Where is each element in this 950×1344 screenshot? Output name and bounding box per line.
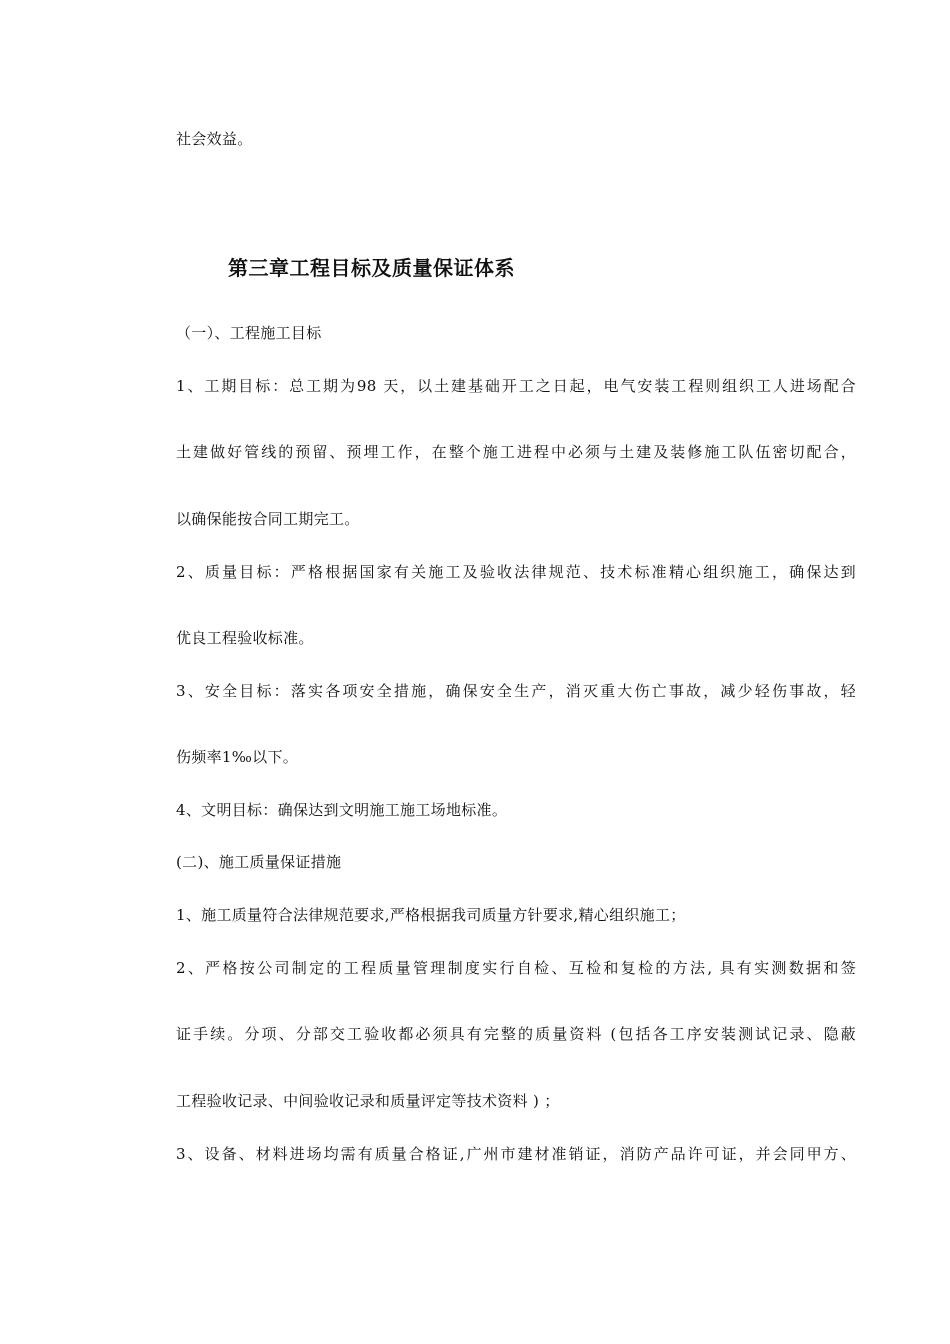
goal-schedule-line-2: 土建做好管线的预留、预埋工作，在整个施工进程中必须与土建及装修施工队伍密切配合， [176,443,856,461]
goal-quality-line-2: 优良工程验收标准。 [176,629,314,647]
section-heading-goals: （一）、工程施工目标 [176,324,322,342]
measure-1-line: 1、施工质量符合法律规范要求,严格根据我司质量方针要求,精心组织施工； [176,906,686,924]
goal-quality-line-1: 2、质量目标：严格根据国家有关施工及验收法律规范、技术标准精心组织施工，确保达到 [176,563,856,581]
measure-3-line-1: 3、设备、材料进场均需有质量合格证,广州市建材准销证，消防产品许可证，并会同甲方、 [176,1145,856,1163]
section-heading-quality-measures: (二)、施工质量保证措施 [176,853,342,871]
goal-schedule-line-1: 1、工期目标：总工期为98 天，以土建基础开工之日起，电气安装工程则组织工人进场配合 [176,377,856,395]
goal-civilized-line: 4、文明目标：确保达到文明施工施工场地标准。 [176,801,508,819]
goal-schedule-line-3: 以确保能按合同工期完工。 [176,510,360,528]
lead-line: 社会效益。 [176,130,253,148]
measure-2-line-2: 证手续。分项、分部交工验收都必须具有完整的质量资料 (包括各工序安装测试记录、隐蔽 [176,1025,856,1043]
measure-2-line-1: 2、严格按公司制定的工程质量管理制度实行自检、互检和复检的方法, 具有实测数据和签 [176,959,856,977]
chapter-title: 第三章工程目标及质量保证体系 [228,256,515,280]
goal-safety-line-2: 伤频率1‰以下。 [176,748,299,766]
goal-safety-line-1: 3、安全目标：落实各项安全措施，确保安全生产，消灭重大伤亡事故，减少轻伤事故，轻 [176,682,856,700]
measure-2-line-3: 工程验收记录、中间验收记录和质量评定等技术资料 ) ； [176,1092,560,1110]
